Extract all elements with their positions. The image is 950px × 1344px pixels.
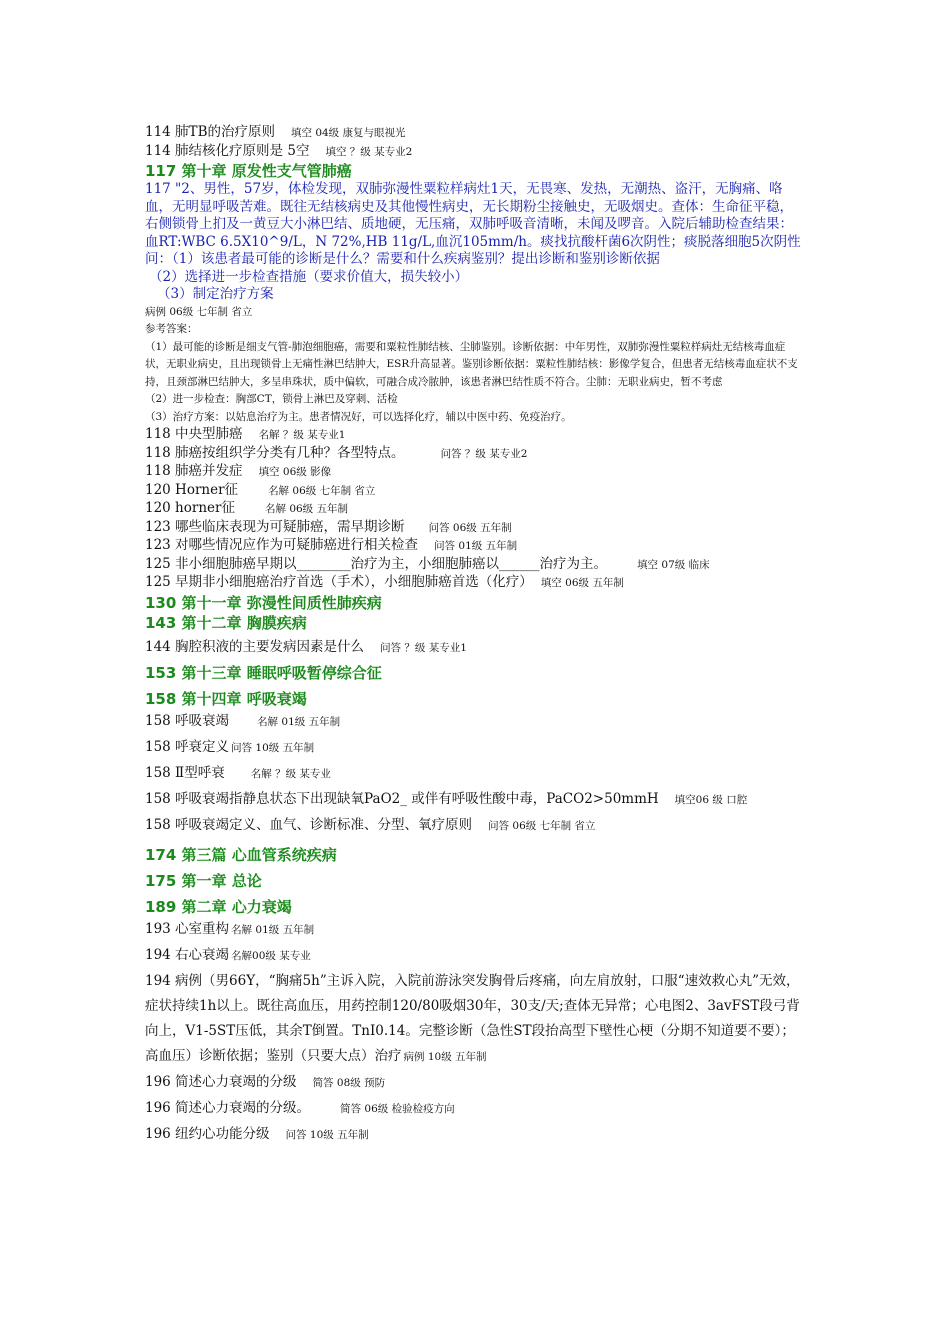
meta-line: 病例 06级 七年制 省立 — [145, 305, 253, 318]
text-line: 158 呼衰定义 问答 10级 五年制 — [145, 739, 315, 755]
chapter-heading: 117 第十章 原发性支气管肺癌 — [145, 162, 352, 180]
question-line: 问：（1）该患者最可能的诊断是什么？需要和什么疾病鉴别？提出诊断和鉴别诊断依据 — [145, 251, 660, 267]
chapter-heading: 189 第二章 心力衰竭 — [145, 898, 292, 916]
text-line: 123 哪些临床表现为可疑肺癌，需早期诊断 问答 06级 五年制 — [145, 518, 512, 535]
question-line: （3）制定治疗方案 — [157, 286, 274, 302]
text-line: 196 简述心力衰竭的分级。 简答 06级 检验检疫方向 — [145, 1100, 455, 1116]
chapter-heading: 143 第十二章 胸膜疾病 — [145, 613, 307, 632]
text-line: 158 呼吸衰竭定义、血气、诊断标准、分型、氧疗原则 问答 06级 七年制 省立 — [145, 817, 596, 833]
question-line: （2）选择进一步检查措施（要求价值大，损失较小） — [149, 268, 469, 285]
chapter-heading: 153 第十三章 睡眠呼吸暂停综合征 — [145, 664, 382, 682]
text-line: 194 右心衰竭 名解00级 某专业 — [145, 947, 311, 963]
text-line: 118 肺癌并发症 填空 06级 影像 — [145, 463, 332, 479]
answer-paragraph: （3）治疗方案：以姑息治疗为主。患者情况好，可以选择化疗，辅以中医中药、免疫治疗。 — [145, 410, 572, 423]
case-text: 194 病例（男66Y，“胸痛5h”主诉入院，入院前游泳突发胸骨后疼痛，向左肩放射，口服“速效救心丸”无效，症状持续1h以上。既往高血压，用药控制120/80吸烟30年，30支/天;查体无异常；心电图2、3avFST段弓背向上，V1-5ST压低，其余T倒置。TnI0.14。完整诊断（急性ST段抬高型下壁性心梗（分期不知道要不要）；高血压）诊断依据；鉴别（只要大点）治疗 病例 10级 五年制 — [145, 973, 800, 1064]
text-line: 120 horner征 名解 06级 五年制 — [145, 500, 349, 516]
text-line: 196 纽约心功能分级 问答 10级 五年制 — [145, 1126, 369, 1142]
document-page — [145, 124, 805, 1148]
text-line: 123 对哪些情况应作为可疑肺癌进行相关检查 问答 01级 五年制 — [145, 537, 518, 553]
text-line: 114 肺TB的治疗原则 填空 04级 康复与眼视光 — [145, 124, 406, 140]
chapter-heading: 130 第十一章 弥漫性间质性肺疾病 — [145, 593, 382, 612]
text-line: 125 早期非小细胞癌治疗首选（手术），小细胞肺癌首选（化疗） 填空 06级 五年制 — [145, 574, 624, 590]
text-line: 114 肺结核化疗原则是 5空 填空 ？级 某专业2 — [145, 142, 413, 159]
text-line: 158 呼吸衰竭指静息状态下出现缺氧PaO2_ 或伴有呼吸性酸中毒，PaCO2>50mmH 填空06 级 口腔 — [145, 791, 748, 807]
answer-paragraph: （1）最可能的诊断是细支气管-肺泡细胞癌，需要和粟粒性肺结核、尘肺鉴别。诊断依据：中年男性，双肺弥漫性粟粒样病灶无结核毒血症状，无职业病史，且出现锁骨上无痛性淋巴结肿大，ESR升高显著。鉴别诊断依据：粟粒性肺结核：影像学复合，但患者无结核毒血症状不支持，且颈部淋巴结肿大，多呈串珠状，质中偏软，可融合成冷脓肿，该患者淋巴结性质不符合。尘肺：无职业病史，暂不考虑 — [145, 340, 798, 388]
answer-paragraph: （2）进一步检查：胸部CT，锁骨上淋巴及穿刺、活检 — [145, 393, 398, 405]
chapter-heading: 175 第一章 总论 — [145, 872, 262, 890]
text-line: 158 Ⅱ型呼衰 名解 ？级 某专业 — [145, 765, 331, 781]
chapter-heading: 174 第三篇 心血管系统疾病 — [145, 846, 337, 864]
case-text: 117 "2、男性，57岁，体检发现，双肺弥漫性粟粒样病灶1天，无畏寒、发热，无潮热、盗汗，无胸痛、咯血，无明显呼吸苦难。既往无结核病史及其他慢性病史，无长期粉尘接触史，无吸烟史。查体：生命征平稳，右侧锁骨上扪及一黄豆大小淋巴结、质地硬，无压痛，双肺呼吸音清晰，未闻及啰音。入院后辅助检查结果：血RT:WBC 6.5X10^9/L，N 72%,HB 11g/L,血沉105mm/h。痰找抗酸杆菌6次阴性；痰脱落细胞5次阴性 — [145, 181, 801, 250]
text-line: 144 胸腔积液的主要发病因素是什么 问答 ？级 某专业1 — [145, 638, 467, 655]
text-line: 120 Horner征 名解 06级 七年制 省立 — [145, 481, 376, 498]
text-line: 193 心室重构 名解 01级 五年制 — [145, 921, 315, 937]
text-line: 158 呼吸衰竭 名解 01级 五年制 — [145, 713, 341, 729]
chapter-heading: 158 第十四章 呼吸衰竭 — [145, 690, 307, 708]
answer-title: 参考答案： — [145, 323, 198, 335]
text-line: 125 非小细胞肺癌早期以________治疗为主，小细胞肺癌以______治疗为主。 填空 07级 临床 — [145, 555, 710, 572]
text-line: 118 中央型肺癌 名解 ？级 某专业1 — [145, 426, 346, 442]
text-line: 196 简述心力衰竭的分级 简答 08级 预防 — [145, 1074, 386, 1090]
text-line: 118 肺癌按组织学分类有几种？各型特点。 问答 ？级 某专业2 — [145, 444, 528, 461]
